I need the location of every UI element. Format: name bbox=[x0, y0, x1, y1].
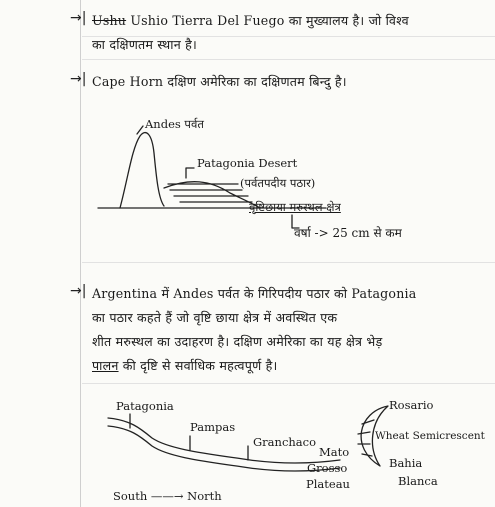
ruled-line bbox=[82, 383, 495, 384]
underlined-word: पालन bbox=[92, 358, 119, 373]
patagonia-label: Patagonia bbox=[116, 399, 174, 413]
crescent-hatching bbox=[358, 420, 374, 456]
para-line-4 bbox=[92, 357, 277, 374]
mountain-shape bbox=[120, 133, 164, 208]
direction-label: South ——→ North bbox=[113, 489, 222, 503]
para-line-1: Argentina में Andes पर्वत के गिरिपदीय पठार को Patagonia bbox=[92, 286, 417, 301]
ruled-line bbox=[82, 59, 495, 60]
granchaco-label: Granchaco bbox=[253, 435, 317, 449]
plateau-label-2: Plateau bbox=[306, 477, 350, 491]
pampas-label: Pampas bbox=[190, 420, 236, 434]
wheat-semicrescent-label: Wheat Semicrescent bbox=[375, 430, 485, 442]
note-line-1-text: Ushio Tierra Del Fuego का मुख्यालय है। जो विश्व bbox=[130, 13, 409, 28]
arrow-right-icon: →| bbox=[70, 10, 87, 26]
para-line-2: का पठार कहते हैं जो वृष्टि छाया क्षेत्र में अवस्थित एक bbox=[92, 310, 338, 325]
arrow-right-icon: →| bbox=[70, 283, 87, 299]
note-line-1-cont: का दक्षिणतम स्थान है। bbox=[92, 37, 197, 52]
grosso-label: Grosso bbox=[307, 461, 348, 475]
para-line-3: शीत मरुस्थल का उदाहरण है। दक्षिण अमेरिका का यह क्षेत्र भेड़ bbox=[92, 334, 383, 349]
plateau-label: (पर्वतपदीय पठार) bbox=[240, 176, 316, 190]
patagonia-pointer bbox=[186, 168, 194, 178]
blanca-label: Blanca bbox=[398, 474, 438, 488]
struck-word: Ushu bbox=[92, 13, 127, 28]
para-line-4-rest: की दृष्टि से सर्वाधिक महत्वपूर्ण है। bbox=[122, 358, 278, 373]
arrow-right-icon: →| bbox=[70, 71, 87, 87]
note-line-1 bbox=[92, 12, 409, 29]
rainfall-label: वर्षा -> 25 cm से कम bbox=[294, 226, 402, 240]
note-line-2: Cape Horn दक्षिण अमेरिका का दक्षिणतम बिन्दु है। bbox=[92, 74, 347, 89]
rosario-label: Rosario bbox=[389, 398, 434, 412]
andes-label: Andes पर्वत bbox=[145, 117, 204, 131]
andes-pointer bbox=[137, 126, 143, 134]
rainshadow-label: वृष्टिछाया मरुस्थल क्षेत्र bbox=[249, 200, 341, 214]
mato-label: Mato bbox=[319, 445, 350, 459]
bahia-label: Bahia bbox=[389, 456, 423, 470]
down-arrow-icon bbox=[287, 214, 301, 234]
ruled-line bbox=[82, 262, 495, 263]
patagonia-desert-label: Patagonia Desert bbox=[197, 156, 298, 170]
